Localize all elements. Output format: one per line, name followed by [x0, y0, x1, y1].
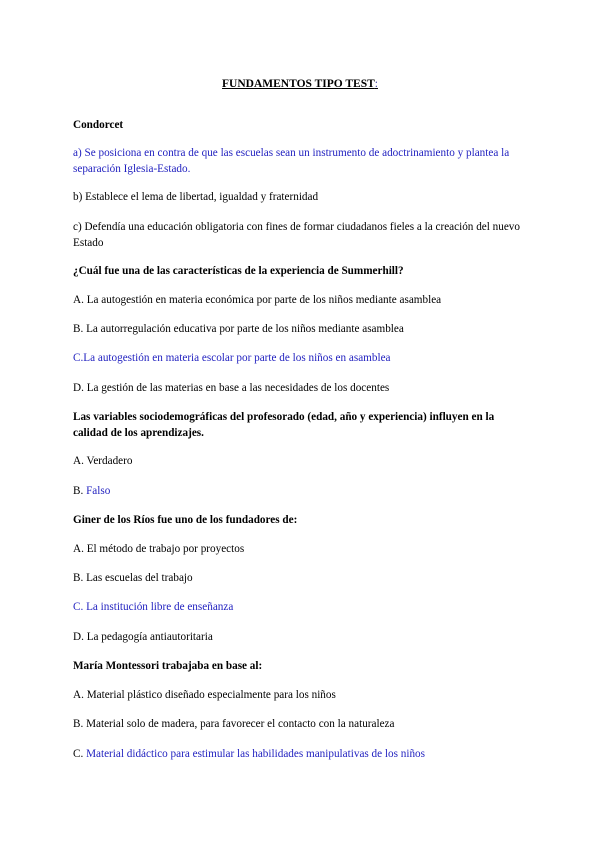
question-3-option-a: A. Verdadero [73, 455, 133, 467]
question-4-option-d: D. La pedagogía antiautoritaria [73, 631, 213, 643]
question-5-option-b: B. Material solo de madera, para favorecer el contacto con la naturaleza [73, 718, 395, 730]
question-2: ¿Cuál fue una de las características de la experiencia de Summerhill? [73, 265, 404, 277]
question-4: Giner de los Ríos fue uno de los fundadores de: [73, 514, 298, 526]
question-1-option-c: c) Defendía una educación obligatoria con fines de formar ciudadanos fieles a la creación del nuevo Estado [73, 221, 520, 249]
question-1: Condorcet [73, 119, 124, 131]
question-3-option-b: B. Falso [73, 485, 111, 497]
question-2-option-a: A. La autogestión en materia económica por parte de los niños mediante asamblea [73, 294, 442, 306]
question-4-option-c: C. La institución libre de enseñanza [73, 601, 234, 613]
question-2-option-c: C.La autogestión en materia escolar por parte de los niños en asamblea [73, 352, 391, 364]
question-5-option-c: C. Material didáctico para estimular las habilidades manipulativas de los niños [73, 748, 426, 760]
question-3: Las variables sociodemográficas del profesorado (edad, año y experiencia) influyen en la calidad de los aprendizajes. [73, 411, 495, 439]
document-title: FUNDAMENTOS TIPO TEST: [222, 78, 378, 90]
question-5: María Montessori trabajaba en base al: [73, 660, 263, 672]
question-4-option-a: A. El método de trabajo por proyectos [73, 543, 245, 555]
question-5-option-a: A. Material plástico diseñado especialmente para los niños [73, 689, 336, 701]
question-1-option-a: a) Se posiciona en contra de que las escuelas sean un instrumento de adoctrinamiento y plantea la separación Iglesia-Estado. [73, 147, 510, 175]
question-1-option-b: b) Establece el lema de libertad, igualdad y fraternidad [73, 191, 319, 203]
question-2-option-b: B. La autorregulación educativa por parte de los niños mediante asamblea [73, 323, 404, 335]
question-4-option-b: B. Las escuelas del trabajo [73, 572, 193, 584]
question-2-option-d: D. La gestión de las materias en base a las necesidades de los docentes [73, 382, 390, 394]
